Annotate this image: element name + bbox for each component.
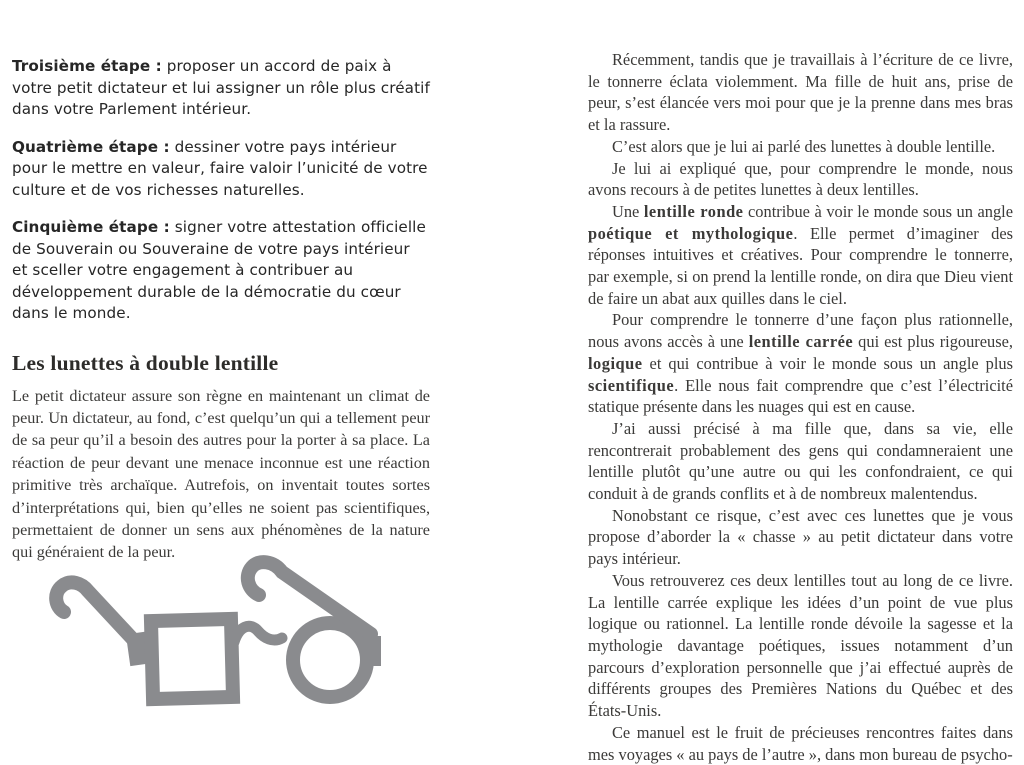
step-paragraph bbox=[12, 56, 430, 121]
text-run: et qui contribue à voir le monde sous un angle plus bbox=[642, 353, 1013, 373]
text-run: . Elle nous fait comprendre que c’est l’électricité statique présente dans les nuages qui est en cause. bbox=[588, 375, 1013, 417]
text-run: contribue à voir le monde sous un angle bbox=[743, 201, 1014, 221]
bold-phrase: scientifique bbox=[588, 375, 675, 395]
text-run: qui est plus rigoureuse, bbox=[853, 332, 1013, 352]
steps-list bbox=[12, 56, 430, 325]
left-body-paragraph: Le petit dictateur assure son règne en maintenant un climat de peur. Un dictateur, au fond, c’est quelqu’un qui a tellement peur de sa peur qu’il a besoin des autres pour la porter à sa place. La réaction de peur devant une menace inconnue est une réaction primitive très archaïque. Autrefois, on inventait toutes sortes d’interprétations qui, bien qu’elles ne soient pas scientifiques, permettaient de donner un sens aux phénomènes de la nature qui généraient de la peur. bbox=[12, 386, 430, 562]
glasses-illustration bbox=[30, 552, 430, 746]
text-run: . Elle permet d’imaginer des réponses intuitives et créatives. Pour comprendre le tonnerre, par exemple, si on prend la lentille ronde, on dira que Dieu vient de faire un abat aux quilles dans le ciel. bbox=[588, 223, 1013, 308]
text-run: Ce manuel est le fruit de précieuses rencontres faites dans mes voyages « au pays de l’autre », dans mon bureau de psycho- bbox=[588, 722, 1013, 764]
right-page bbox=[588, 49, 1013, 765]
bold-phrase: lentille carrée bbox=[748, 332, 854, 352]
text-run: J’ai aussi précisé à ma fille que, dans sa vie, elle rencontrerait probablement des gens qui condamneraient une lentille plutôt qu’une autre ou qui les confondraient, ce qui conduit à de grands conflits et à de nombreux malentendus. bbox=[588, 418, 1013, 504]
step-label: Cinquième étape : bbox=[12, 218, 170, 236]
text-run: Vous retrouverez ces deux lentilles tout au long de ce livre. La lentille carrée explique les idées d’un point de vue plus logique ou rationnel. La lentille ronde dévoile la sagesse et la mythologie davantage poétiques, issues notamment d’un parcours d’exploration personnelle que j’ai effectué auprès de différents groupes des Premières Nations du Québec et des États-Unis. bbox=[588, 570, 1013, 721]
bold-phrase: poétique et mythologique bbox=[588, 223, 794, 243]
body-paragraph bbox=[588, 201, 1013, 310]
text-run: Nonobstant ce risque, c’est avec ces lunettes que je vous propose d’aborder la « chasse » au petit dictateur dans votre pays intérieur. bbox=[588, 505, 1013, 569]
bridge-icon bbox=[234, 626, 282, 642]
right-page-text bbox=[588, 49, 1013, 765]
body-paragraph bbox=[588, 505, 1013, 570]
step-paragraph bbox=[12, 217, 430, 325]
text-run: Pour comprendre le tonnerre d’une façon plus rationnelle, nous avons accès à une bbox=[588, 310, 1013, 352]
body-paragraph bbox=[588, 418, 1013, 505]
text-run: Une bbox=[612, 201, 644, 221]
body-paragraph bbox=[588, 309, 1013, 418]
body-paragraph bbox=[588, 49, 1013, 136]
step-label: Quatrième étape : bbox=[12, 137, 170, 156]
step-text: dessiner votre pays intérieur pour le mettre en valeur, faire valoir l’unicité de votre culture et de vos richesses naturelles. bbox=[12, 137, 428, 199]
bold-phrase: lentille ronde bbox=[643, 201, 744, 221]
round-lens-icon bbox=[293, 623, 367, 697]
left-page bbox=[12, 56, 430, 564]
body-paragraph bbox=[588, 570, 1013, 722]
right-hinge-nub bbox=[364, 636, 381, 666]
text-run: Récemment, tandis que je travaillais à l’écriture de ce livre, le tonnerre éclata violemment. Ma fille de huit ans, prise de peur, s’est élancée vers moi pour que je la prenne dans mes bras et la rassure. bbox=[588, 50, 1013, 135]
step-text: signer votre attestation officielle de Souverain ou Souveraine de votre pays intérieur et sceller votre engagement à contribuer au développement durable de la démocratie du cœur dans le monde. bbox=[12, 218, 426, 322]
text-run: Je lui ai expliqué que, pour comprendre le monde, nous avons recours à de petites lunettes à deux lentilles. bbox=[588, 158, 1013, 200]
section-heading: Les lunettes à double lentille bbox=[12, 350, 279, 375]
square-lens-icon bbox=[151, 619, 233, 699]
step-text: proposer un accord de paix à votre petit dictateur et lui assigner un rôle plus créatif dans votre Parlement intérieur. bbox=[12, 57, 430, 118]
step-label: Troisième étape : bbox=[12, 57, 162, 75]
step-paragraph bbox=[12, 137, 430, 202]
glasses-icon bbox=[30, 552, 430, 746]
body-paragraph bbox=[588, 136, 1013, 158]
body-paragraph bbox=[588, 158, 1013, 201]
text-run: C’est alors que je lui ai parlé des lunettes à double lentille. bbox=[612, 136, 996, 156]
bold-phrase: logique bbox=[588, 353, 643, 373]
body-paragraph bbox=[588, 722, 1013, 765]
